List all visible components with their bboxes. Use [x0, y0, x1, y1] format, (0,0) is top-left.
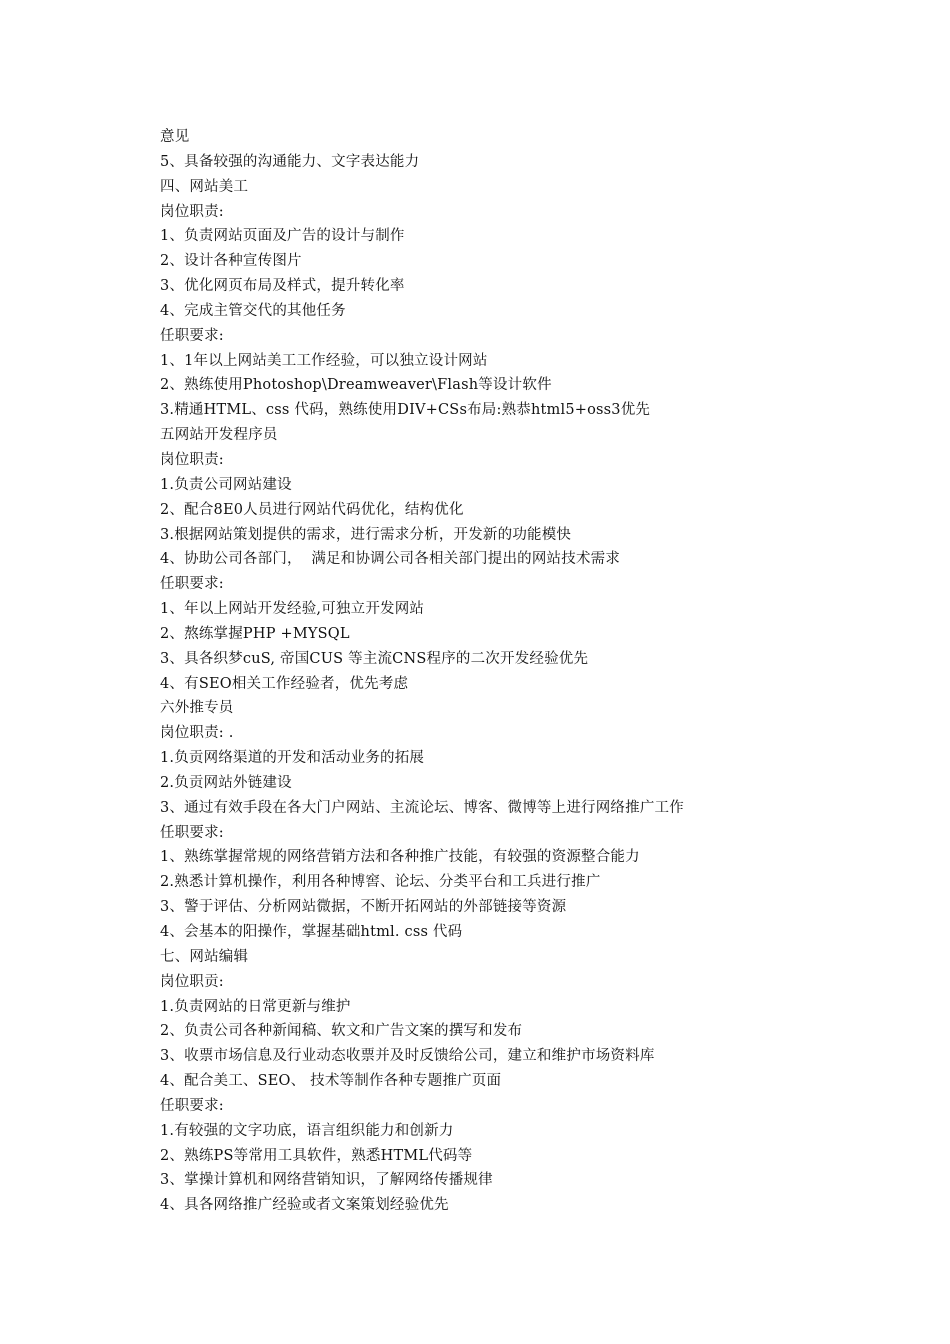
text-line: 2、负责公司各种新闻稿、软文和广告文案的撰写和发布: [160, 1023, 523, 1040]
text-line: 3、掌操计算机和网络营销知识，了解网络传播规律: [160, 1172, 493, 1189]
text-line: 1.有较强的文字功底，语言组织能力和创新力: [160, 1122, 454, 1139]
text-line: 2、熟练PS等常用工具软件，熟悉HTML代码等: [160, 1147, 473, 1164]
text-line: 岗位职贡:: [160, 973, 224, 990]
text-line: 4、会基本的阳操作，掌握基础html. css 代码: [160, 924, 463, 940]
text-line: 4、配合美工、SEO、 技术等制作各种专题推广页面: [160, 1073, 502, 1090]
text-line: 4、完成主管交代的其他任务: [160, 302, 346, 319]
text-line: 四、网站美工: [160, 178, 249, 195]
text-line: 1、1年以上网站美工工作经验，可以独立设计网站: [160, 352, 488, 369]
text-line: 3、警于评估、分析网站微据，不断开拓网站的外部链接等资源: [160, 899, 567, 916]
text-line: 任职要求:: [160, 1097, 224, 1114]
text-line: 3、优化网页布局及样式，提升转化率: [160, 278, 405, 295]
text-line: 1.负责网站的日常更新与维护: [160, 998, 351, 1015]
text-line: 1、负责网站页面及广告的设计与制作: [160, 228, 405, 245]
text-line: 3、收票市场信息及行业动态收票并及时反馈给公司，建立和维护市场资料库: [160, 1048, 655, 1065]
text-line: 3、通过有效手段在各大门户网站、主流论坛、博客、微博等上进行网络推广工作: [160, 799, 684, 816]
text-line: 1.负责公司网站建设: [160, 476, 292, 493]
text-line: 1.负贡网络渠道的开发和活动业务的拓展: [160, 750, 425, 767]
text-line: 3.精通HTML、css 代码，熟练使用DIV+CSs布局:熟恭html5+oss3优先: [160, 402, 651, 419]
text-line: 1、熟练掌握常规的网络营销方法和各种推广技能，有较强的资源整合能力: [160, 849, 640, 866]
text-line: 2、设计各种宣传图片: [160, 253, 302, 270]
text-line: 2.熟悉计算机操作，利用各种博窖、论坛、分类平台和工兵进行推广: [160, 874, 601, 891]
text-line: 2、配合8E0人员进行网站代码优化，结构优化: [160, 501, 464, 518]
text-line: 七、网站编辑: [160, 948, 249, 965]
text-line: 2、熟练使用Photoshop\Dreamweaver\Flash等设计软件: [160, 377, 552, 394]
text-line: 意见: [160, 129, 190, 145]
document-body: [160, 125, 860, 1218]
text-line: 4、协助公司各部门， 满足和协调公司各相关部门提出的网站技术需求: [160, 551, 621, 568]
text-line: 2.负贡网站外链建设: [160, 774, 292, 791]
text-line: 2、熬练掌握PHP +MYSQL: [160, 625, 350, 642]
text-line: 1、年以上网站开发经验,可独立开发网站: [160, 601, 425, 618]
text-line: 五网站开发程序员: [160, 427, 278, 444]
text-line: 任职要求:: [160, 327, 224, 344]
text-line: 任职要求:: [160, 824, 224, 841]
text-line: 岗位职责: .: [160, 725, 234, 742]
text-line: 3.根据网站策划提供的需求，进行需求分析，开发新的功能模快: [160, 526, 572, 543]
text-line: 岗位职责:: [160, 203, 224, 220]
text-line: 岗位职责:: [160, 451, 224, 468]
text-line: 3、具各织梦cuS, 帝国CUS 等主流CNS程序的二次开发经验优先: [160, 650, 589, 667]
text-line: 4、具各网络推广经验或者文案策划经验优先: [160, 1197, 449, 1214]
text-line: 4、有SEO相关工作经验者，优先考虑: [160, 675, 409, 692]
text-line: 5、具备较强的沟通能力、文字表达能力: [160, 153, 420, 170]
text-line: 任职要求:: [160, 576, 224, 593]
text-line: 六外推专员: [160, 700, 234, 717]
